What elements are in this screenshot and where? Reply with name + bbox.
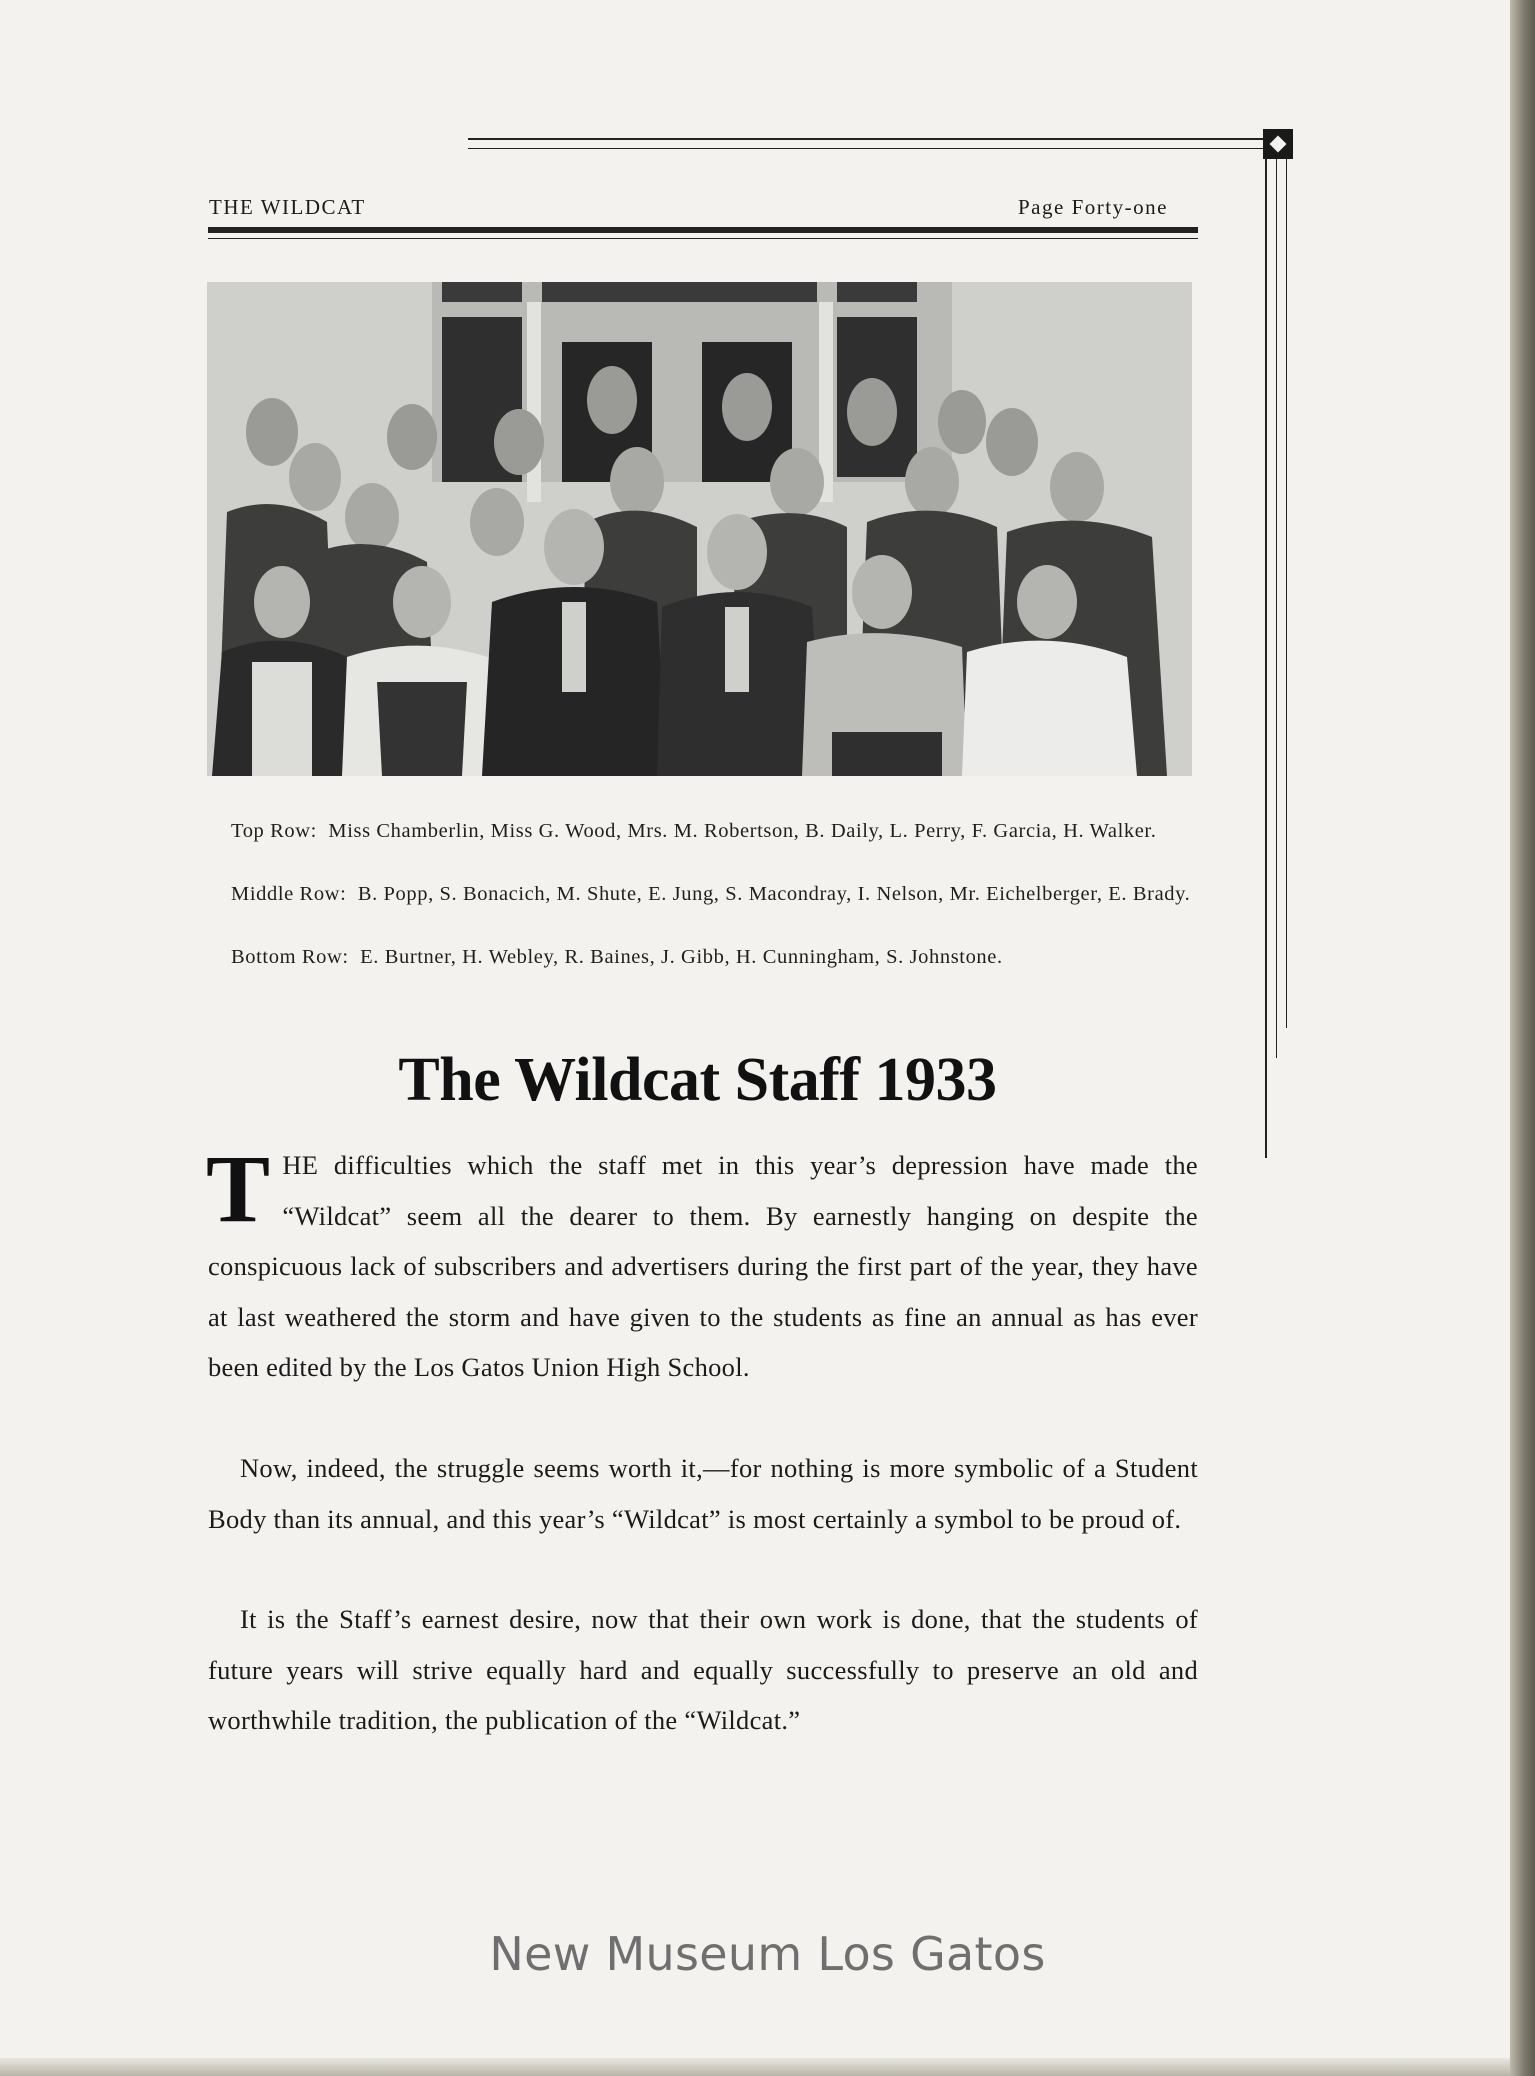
caption-bottom-names: E. Burtner, H. Webley, R. Baines, J. Gibb, H. Cunningham, S. Johnstone. <box>360 946 1003 968</box>
caption-middle-label: Middle Row: <box>231 883 347 905</box>
caption-top-row <box>206 817 1198 846</box>
body-paragraph-3: It is the Staff’s earnest desire, now that their own work is done, that the students of future years will strive equally hard and equally successfully to preserve an old and worthwhile tradition, the publication of the “Wildcat.” <box>208 1604 1198 1735</box>
header-rule-thin <box>208 238 1198 239</box>
body-paragraph-1-text: HE difficulties which the staff met in this year’s depression have made the “Wildcat” seem all the dearer to them. By earnestly hanging on despite the conspicuous lack of subscribers and advertisers during the first part of the year, they have at last weathered the storm and have given to the students as fine an annual as has ever been edited by the Los Gatos Union High School. <box>208 1150 1198 1382</box>
caption-top-label: Top Row: <box>231 820 317 842</box>
side-rule-2 <box>1276 158 1277 1058</box>
body-paragraph-1 <box>206 1135 1198 1393</box>
header-rule-thick <box>208 227 1198 233</box>
photo-illustration <box>207 282 1192 776</box>
article-title: The Wildcat Staff 1933 <box>398 1046 997 1114</box>
side-rule-3 <box>1286 158 1287 1028</box>
caption-middle-row <box>206 880 1198 909</box>
side-rule-1 <box>1265 158 1267 1158</box>
page-bottom-edge <box>0 2058 1510 2076</box>
caption-top-names: Miss Chamberlin, Miss G. Wood, Mrs. M. Robertson, B. Daily, L. Perry, F. Garcia, H. Walker. <box>328 820 1157 842</box>
running-head-title: THE WILDCAT <box>209 195 366 219</box>
museum-watermark: New Museum Los Gatos <box>489 1927 1046 1981</box>
body-paragraph-2: Now, indeed, the struggle seems worth it,—for nothing is more symbolic of a Student Body than its annual, and this year’s “Wildcat” is most certainly a symbol to be proud of. <box>208 1453 1198 1534</box>
caption-middle-names: B. Popp, S. Bonacich, M. Shute, E. Jung, S. Macondray, I. Nelson, Mr. Eichelberger, E. Brady. <box>357 883 1191 905</box>
corner-ornament-icon <box>1263 129 1293 159</box>
top-rule-lower <box>468 148 1265 149</box>
caption-bottom-label: Bottom Row: <box>231 946 349 968</box>
caption-bottom-row <box>206 943 1198 972</box>
drop-cap: T <box>206 1135 271 1242</box>
staff-group-photo <box>207 282 1192 776</box>
running-head-page: Page Forty-one <box>1018 195 1168 219</box>
book-spine-edge <box>1510 0 1535 2076</box>
top-rule-upper <box>468 138 1265 140</box>
